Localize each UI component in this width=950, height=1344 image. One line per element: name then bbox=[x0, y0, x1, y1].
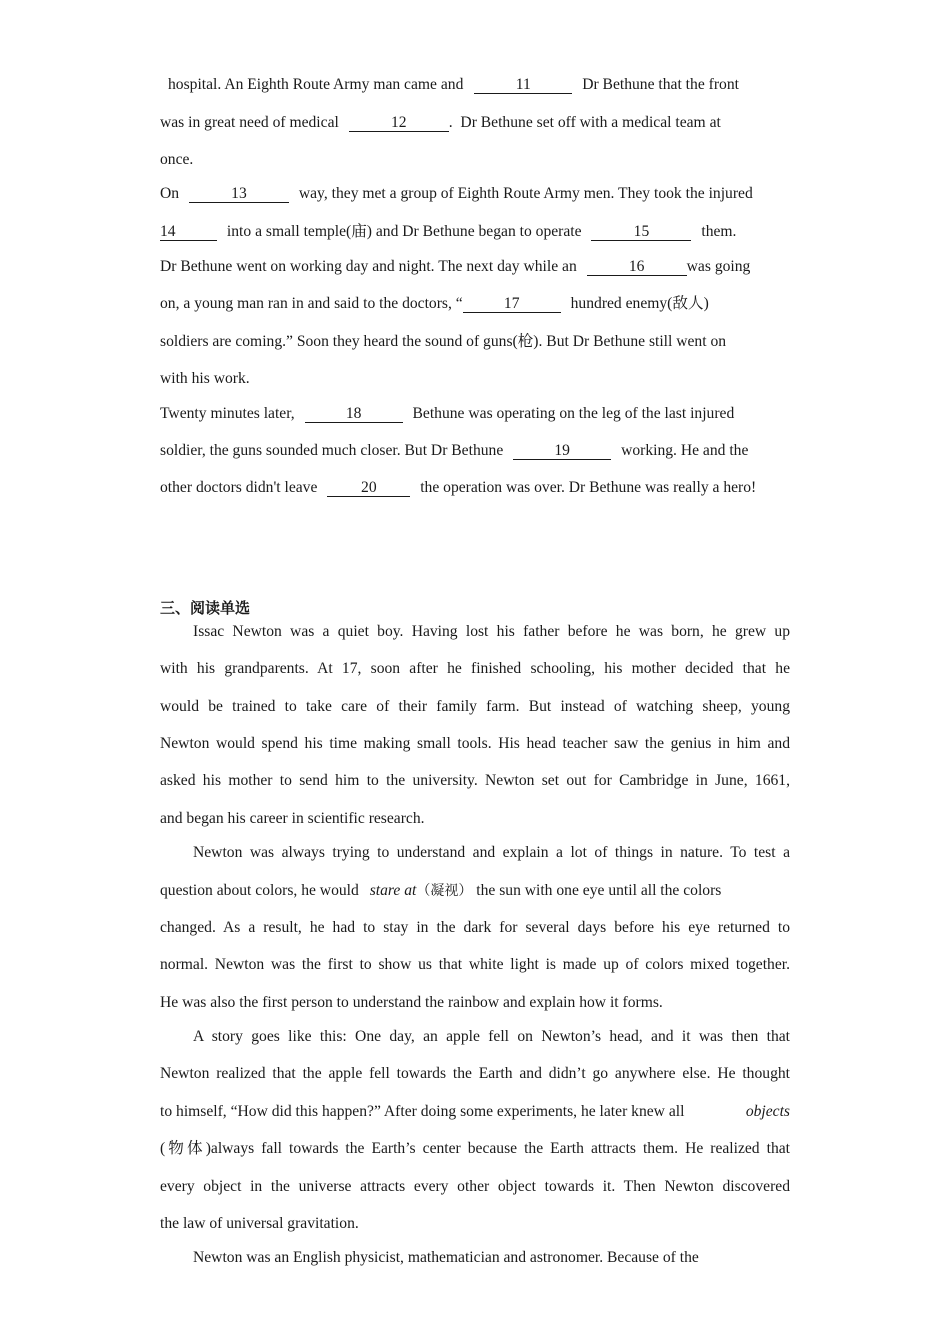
paragraph-line: A story goes like this: One day, an apple fell on Newton’s head, and it was then that bbox=[193, 1028, 790, 1045]
paragraph-line: with his grandparents. At 17, soon after he finished schooling, his mother decided that he bbox=[160, 660, 790, 677]
blank-14[interactable]: 14 bbox=[160, 223, 217, 241]
cloze-line: hospital. An Eighth Route Army man came and 11 Dr Bethune that the front bbox=[168, 76, 739, 93]
cloze-line: soldier, the guns sounded much closer. But Dr Bethune 19 working. He and the bbox=[160, 442, 749, 459]
blank-12[interactable]: 12 bbox=[349, 114, 449, 132]
blank-11[interactable]: 11 bbox=[474, 76, 572, 94]
cloze-line: other doctors didn't leave 20 the operation was over. Dr Bethune was really a hero! bbox=[160, 479, 757, 496]
paragraph-line: Newton realized that the apple fell towards the Earth and didn’t go anywhere else. He thought bbox=[160, 1065, 790, 1082]
cloze-line: On 13 way, they met a group of Eighth Route Army men. They took the injured bbox=[160, 185, 753, 202]
paragraph-line: Newton was an English physicist, mathematician and astronomer. Because of the bbox=[193, 1249, 699, 1266]
paragraph-line: changed. As a result, he had to stay in the dark for several days before his eye returned to bbox=[160, 919, 790, 936]
italic-term: objects bbox=[745, 1103, 790, 1120]
paragraph-line: to himself, “How did this happen?” After doing some experiments, he later knew all objects bbox=[160, 1103, 790, 1120]
paragraph-line: normal. Newton was the first to show us that white light is made up of colors mixed together. bbox=[160, 956, 790, 973]
paragraph-line: question about colors, he would stare at（凝视） the sun with one eye until all the colors bbox=[160, 882, 722, 899]
cloze-line: 14 into a small temple(庙) and Dr Bethune began to operate 15 them. bbox=[160, 223, 737, 240]
blank-15[interactable]: 15 bbox=[591, 223, 691, 241]
blank-13[interactable]: 13 bbox=[189, 185, 289, 203]
cloze-line: Dr Bethune went on working day and night. The next day while an 16 was going bbox=[160, 258, 751, 275]
paragraph-line: the law of universal gravitation. bbox=[160, 1215, 359, 1232]
cloze-line: once. bbox=[160, 151, 194, 168]
blank-18[interactable]: 18 bbox=[305, 405, 403, 423]
blank-19[interactable]: 19 bbox=[513, 442, 611, 460]
paragraph-line: Newton would spend his time making small tools. His head teacher saw the genius in him and bbox=[160, 735, 790, 752]
paragraph-line: would be trained to take care of their family farm. But instead of watching sheep, young bbox=[160, 698, 790, 715]
cloze-line: was in great need of medical 12 . Dr Bethune set off with a medical team at bbox=[160, 114, 721, 131]
paragraph-line: and began his career in scientific research. bbox=[160, 810, 425, 827]
paragraph-line: every object in the universe attracts every other object towards it. Then Newton discovered bbox=[160, 1178, 790, 1195]
section-heading: 三、阅读单选 bbox=[160, 599, 251, 617]
cloze-line: Twenty minutes later, 18 Bethune was operating on the leg of the last injured bbox=[160, 405, 735, 422]
paragraph-line: Issac Newton was a quiet boy. Having lost his father before he was born, he grew up bbox=[193, 623, 790, 640]
paragraph-line: asked his mother to send him to the university. Newton set out for Cambridge in June, 1661, bbox=[160, 772, 790, 789]
cloze-line: soldiers are coming.” Soon they heard the sound of guns(枪). But Dr Bethune still went on bbox=[160, 333, 727, 350]
blank-16[interactable]: 16 bbox=[587, 258, 687, 276]
cloze-line: with his work. bbox=[160, 370, 250, 387]
italic-term: stare at bbox=[369, 882, 417, 899]
cloze-line: on, a young man ran in and said to the doctors, “ 17 hundred enemy(敌人) bbox=[160, 295, 709, 312]
blank-20[interactable]: 20 bbox=[327, 479, 410, 497]
paragraph-line: (物体)always fall towards the Earth’s center because the Earth attracts them. He realized that bbox=[160, 1140, 790, 1157]
paragraph-line: He was also the first person to understand the rainbow and explain how it forms. bbox=[160, 994, 663, 1011]
paragraph-line: Newton was always trying to understand and explain a lot of things in nature. To test a bbox=[193, 844, 790, 861]
blank-17[interactable]: 17 bbox=[463, 295, 561, 313]
